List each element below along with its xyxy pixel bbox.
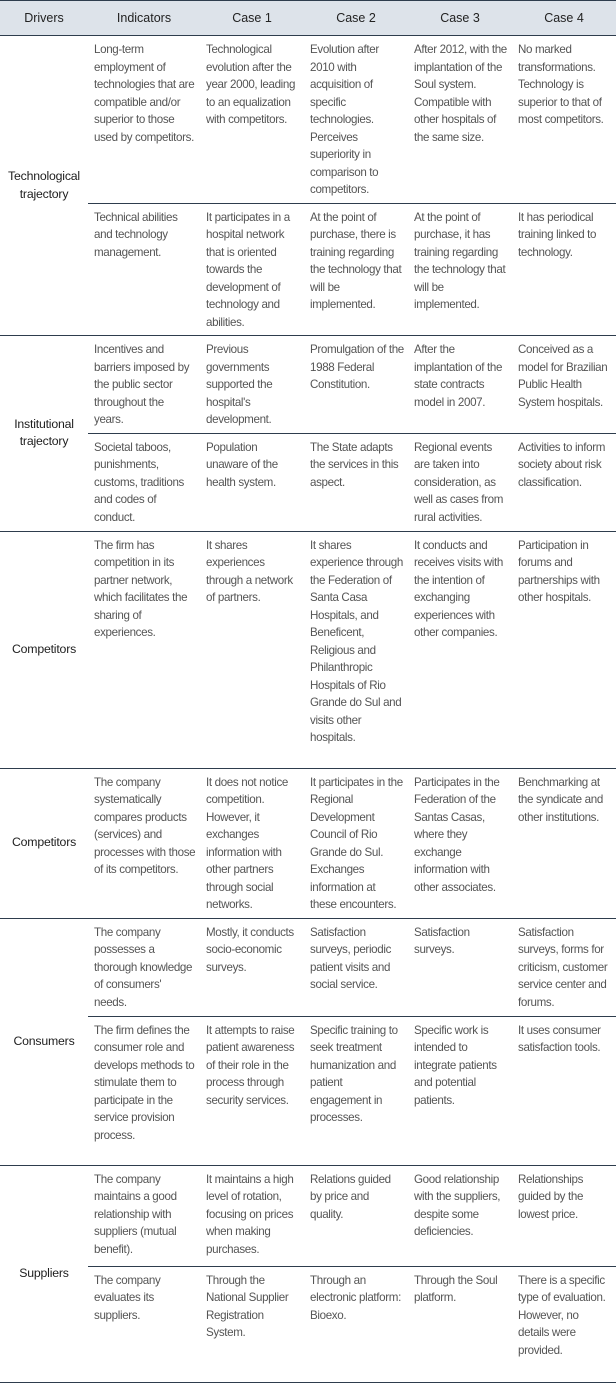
case-4-cell: Satisfaction surveys, forms for criticism, customer service center and forums. xyxy=(512,918,616,1016)
indicator-cell: The company possesses a thorough knowledge of consumers' needs. xyxy=(88,918,200,1016)
header-case-4: Case 4 xyxy=(512,1,616,36)
header-case-3: Case 3 xyxy=(408,1,512,36)
indicator-cell: The firm has competition in its partner network, which facilitates the sharing of experiences. xyxy=(88,531,200,768)
driver-cell: Suppliers xyxy=(0,1165,88,1382)
case-2-cell: Relations guided by price and quality. xyxy=(304,1165,408,1266)
case-2-cell: Through an electronic platform: Bioexo. xyxy=(304,1266,408,1382)
case-1-cell: Mostly, it conducts socio-economic surveys. xyxy=(200,918,304,1016)
indicator-cell: The company maintains a good relationship with suppliers (mutual benefit). xyxy=(88,1165,200,1266)
case-2-cell: The State adapts the services in this aspect. xyxy=(304,433,408,531)
table-row xyxy=(0,433,616,531)
case-1-cell: It does not notice competition. However, it exchanges information with other partners through social networks. xyxy=(200,768,304,918)
case-1-cell: Through the National Supplier Registration System. xyxy=(200,1266,304,1382)
header-case-2: Case 2 xyxy=(304,1,408,36)
indicator-cell: Societal taboos, punishments, customs, traditions and codes of conduct. xyxy=(88,433,200,531)
table-row xyxy=(0,531,616,768)
case-2-cell: It participates in the Regional Development Council of Rio Grande do Sul. Exchanges information at these encounters. xyxy=(304,768,408,918)
header-row xyxy=(0,1,616,36)
table-row xyxy=(0,1016,616,1165)
indicator-cell: The company evaluates its suppliers. xyxy=(88,1266,200,1382)
case-3-cell: After the implantation of the state contracts model in 2007. xyxy=(408,336,512,434)
case-3-cell: At the point of purchase, it has training regarding the technology that will be implemented. xyxy=(408,203,512,336)
table-row xyxy=(0,336,616,434)
table-body xyxy=(0,36,616,1383)
table-row xyxy=(0,768,616,918)
case-1-cell: It attempts to raise patient awareness of their role in the process through security services. xyxy=(200,1016,304,1165)
case-3-cell: Satisfaction surveys. xyxy=(408,918,512,1016)
table-row xyxy=(0,36,616,204)
case-2-cell: At the point of purchase, there is training regarding the technology that will be implemented. xyxy=(304,203,408,336)
case-4-cell: Conceived as a model for Brazilian Public Health System hospitals. xyxy=(512,336,616,434)
case-1-cell: It shares experiences through a network of partners. xyxy=(200,531,304,768)
header-drivers: Drivers xyxy=(0,1,88,36)
case-1-cell: Population unaware of the health system. xyxy=(200,433,304,531)
case-4-cell: Activities to inform society about risk classification. xyxy=(512,433,616,531)
case-1-cell: It maintains a high level of rotation, focusing on prices when making purchases. xyxy=(200,1165,304,1266)
case-1-cell: Technological evolution after the year 2000, leading to an equalization with competitors. xyxy=(200,36,304,204)
case-2-cell: Promulgation of the 1988 Federal Constitution. xyxy=(304,336,408,434)
header-indicators: Indicators xyxy=(88,1,200,36)
driver-cell: Competitors xyxy=(0,768,88,918)
case-3-cell: Participates in the Federation of the Santas Casas, where they exchange information with other associates. xyxy=(408,768,512,918)
case-4-cell: Participation in forums and partnerships with other hospitals. xyxy=(512,531,616,768)
table-row xyxy=(0,1266,616,1382)
case-2-cell: Satisfaction surveys, periodic patient visits and social service. xyxy=(304,918,408,1016)
driver-cell: Technological trajectory xyxy=(0,36,88,336)
table-row xyxy=(0,203,616,336)
case-3-cell: Regional events are taken into consideration, as well as cases from rural activities. xyxy=(408,433,512,531)
indicator-cell: Technical abilities and technology management. xyxy=(88,203,200,336)
indicator-cell: The firm defines the consumer role and develops methods to stimulate them to participate in the service provision process. xyxy=(88,1016,200,1165)
table-row xyxy=(0,1165,616,1266)
case-2-cell: Evolution after 2010 with acquisition of specific technologies. Perceives superiority in comparison to competitors. xyxy=(304,36,408,204)
header-case-1: Case 1 xyxy=(200,1,304,36)
case-4-cell: Relationships guided by the lowest price. xyxy=(512,1165,616,1266)
case-4-cell: Benchmarking at the syndicate and other institutions. xyxy=(512,768,616,918)
case-3-cell: Through the Soul platform. xyxy=(408,1266,512,1382)
case-1-cell: It participates in a hospital network that is oriented towards the development of technology and abilities. xyxy=(200,203,304,336)
case-3-cell: Good relationship with the suppliers, despite some deficiencies. xyxy=(408,1165,512,1266)
case-4-cell: There is a specific type of evaluation. However, no details were provided. xyxy=(512,1266,616,1382)
indicator-cell: Incentives and barriers imposed by the public sector throughout the years. xyxy=(88,336,200,434)
driver-cell: Institutional trajectory xyxy=(0,336,88,532)
case-3-cell: It conducts and receives visits with the intention of exchanging experiences with other companies. xyxy=(408,531,512,768)
table-row xyxy=(0,918,616,1016)
case-1-cell: Previous governments supported the hospital's development. xyxy=(200,336,304,434)
indicator-cell: Long-term employment of technologies that are compatible and/or superior to those used by competitors. xyxy=(88,36,200,204)
case-3-cell: Specific work is intended to integrate patients and potential patients. xyxy=(408,1016,512,1165)
driver-cell: Consumers xyxy=(0,918,88,1165)
case-2-cell: It shares experience through the Federation of Santa Casa Hospitals, and Beneficent, Religious and Philanthropic Hospitals of Rio Grande do Sul and visits other hospitals. xyxy=(304,531,408,768)
indicator-cell: The company systematically compares products (services) and processes with those of its competitors. xyxy=(88,768,200,918)
case-2-cell: Specific training to seek treatment humanization and patient engagement in processes. xyxy=(304,1016,408,1165)
case-3-cell: After 2012, with the implantation of the Soul system. Compatible with other hospitals of the same size. xyxy=(408,36,512,204)
case-4-cell: It has periodical training linked to technology. xyxy=(512,203,616,336)
driver-cell: Competitors xyxy=(0,531,88,768)
case-4-cell: No marked transformations. Technology is superior to that of most competitors. xyxy=(512,36,616,204)
case-4-cell: It uses consumer satisfaction tools. xyxy=(512,1016,616,1165)
